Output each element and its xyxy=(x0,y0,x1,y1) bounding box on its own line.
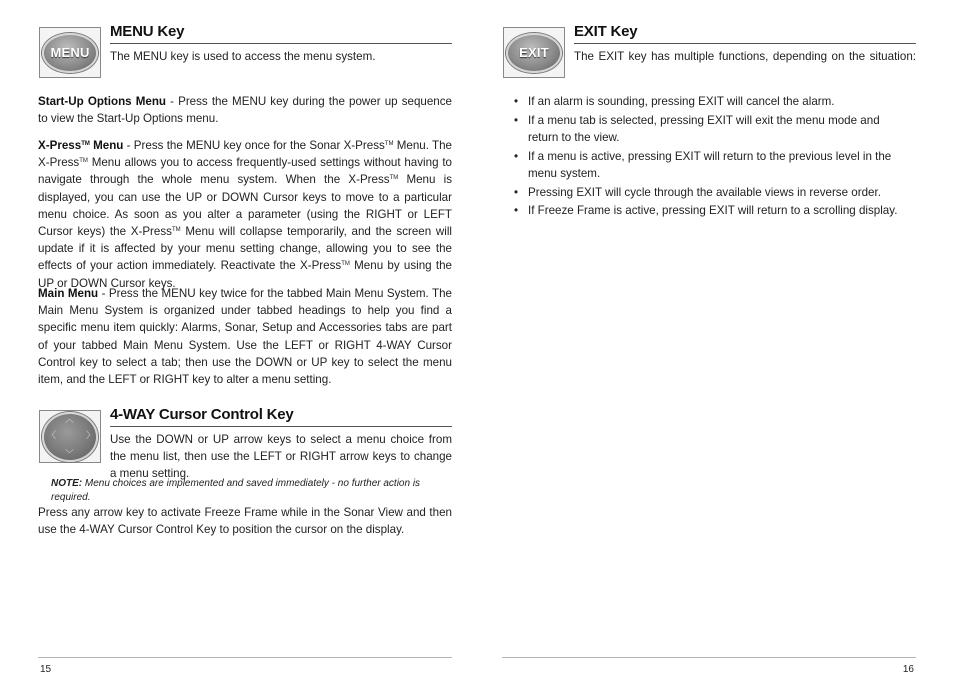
left-arrow-icon: 〈 xyxy=(47,429,57,440)
menu-key-heading: MENU Key xyxy=(110,23,185,40)
main-menu-text: - Press the MENU key twice for the tabbed Main Menu System. The Main Menu System is organized under tabbed headings to help you find a specific menu item quickly: Alarms, Sonar, Setup and Accessories tabs are part of your tabbed Main Menu System. Use the LEFT or RIGHT 4-WAY Cursor Control key to select a tab; then use the DOWN or UP key to select the menu item, and the LEFT or RIGHT key to alter a menu setting. xyxy=(38,287,452,387)
menu-key-rule xyxy=(110,43,452,44)
freeze-frame-paragraph: Press any arrow key to activate Freeze Frame while in the Sonar View and then use the 4-WAY Cursor Control Key to position the cursor on the display. xyxy=(38,506,452,537)
main-menu-paragraph xyxy=(38,285,452,388)
list-item: • If an alarm is sounding, pressing EXIT will cancel the alarm. xyxy=(502,93,906,110)
list-item: • If a menu tab is selected, pressing EXIT will exit the menu mode and return to the view. xyxy=(502,112,906,146)
cursor-key-description: Use the DOWN or UP arrow keys to select a menu choice from the menu list, then use the LEFT or RIGHT arrow keys to change a menu setting. xyxy=(110,433,452,481)
startup-options-paragraph xyxy=(38,93,452,127)
left-page xyxy=(38,0,452,697)
down-arrow-icon: ﹀ xyxy=(65,448,75,459)
cursor-key-rule xyxy=(110,426,452,427)
startup-options-term: Start-Up Options Menu xyxy=(38,95,167,108)
menu-key-description: The MENU key is used to access the menu system. xyxy=(110,50,376,63)
menu-key-icon xyxy=(39,27,101,78)
exit-key-description: The EXIT key has multiple functions, depending on the situation: xyxy=(574,50,916,63)
list-item: • If a menu is active, pressing EXIT will return to the previous level in the menu system. xyxy=(502,148,906,182)
list-item: • If Freeze Frame is active, pressing EXIT will return to a scrolling display. xyxy=(502,202,906,219)
exit-key-rule xyxy=(574,43,916,44)
left-page-number: 15 xyxy=(40,664,52,675)
cursor-key-heading: 4-WAY Cursor Control Key xyxy=(110,406,294,423)
exit-key-heading: EXIT Key xyxy=(574,23,638,40)
exit-key-bullet-list xyxy=(502,93,906,221)
exit-key-cap: EXIT xyxy=(506,33,562,73)
right-footer-rule xyxy=(502,657,916,658)
note-label: NOTE: xyxy=(51,478,83,489)
main-menu-term: Main Menu xyxy=(38,287,99,300)
cursor-pad xyxy=(42,412,98,462)
left-footer-rule xyxy=(38,657,452,658)
xpress-menu-paragraph: X-Press™ Menu - Press the MENU key once for the Sonar X-Press™ Menu. The X-Press™ Menu allows you to access frequently-used settings without having to navigate through the whole menu system. When the X-Press™ Menu is displayed, you can use the UP or DOWN Cursor keys to move to a particular menu choice. As soon as you alter a parameter (using the RIGHT or LEFT Cursor keys) the X-Press™ Menu will collapse temporarily, and the screen will update if it is affected by your menu setting change, allowing you to see the effects of your action immediately. Reactivate the X-Press™ Menu by using the UP or DOWN Cursor keys. xyxy=(38,139,453,290)
list-item: • Pressing EXIT will cycle through the available views in reverse order. xyxy=(502,184,906,201)
right-page-number: 16 xyxy=(902,664,914,675)
note-paragraph xyxy=(51,477,451,505)
right-page xyxy=(502,0,916,697)
menu-key-cap: MENU xyxy=(42,33,98,73)
right-arrow-icon: 〉 xyxy=(85,429,95,440)
startup-options-text: - Press the MENU key during the power up sequence to view the Start-Up Options menu. xyxy=(38,95,452,126)
exit-key-icon xyxy=(503,27,565,78)
note-text: Menu choices are implemented and saved immediately - no further action is required. xyxy=(51,478,421,503)
up-arrow-icon: ︿ xyxy=(65,413,75,424)
xpress-menu-term: X-Press™ Menu xyxy=(38,139,124,152)
cursor-key-icon xyxy=(39,410,101,463)
